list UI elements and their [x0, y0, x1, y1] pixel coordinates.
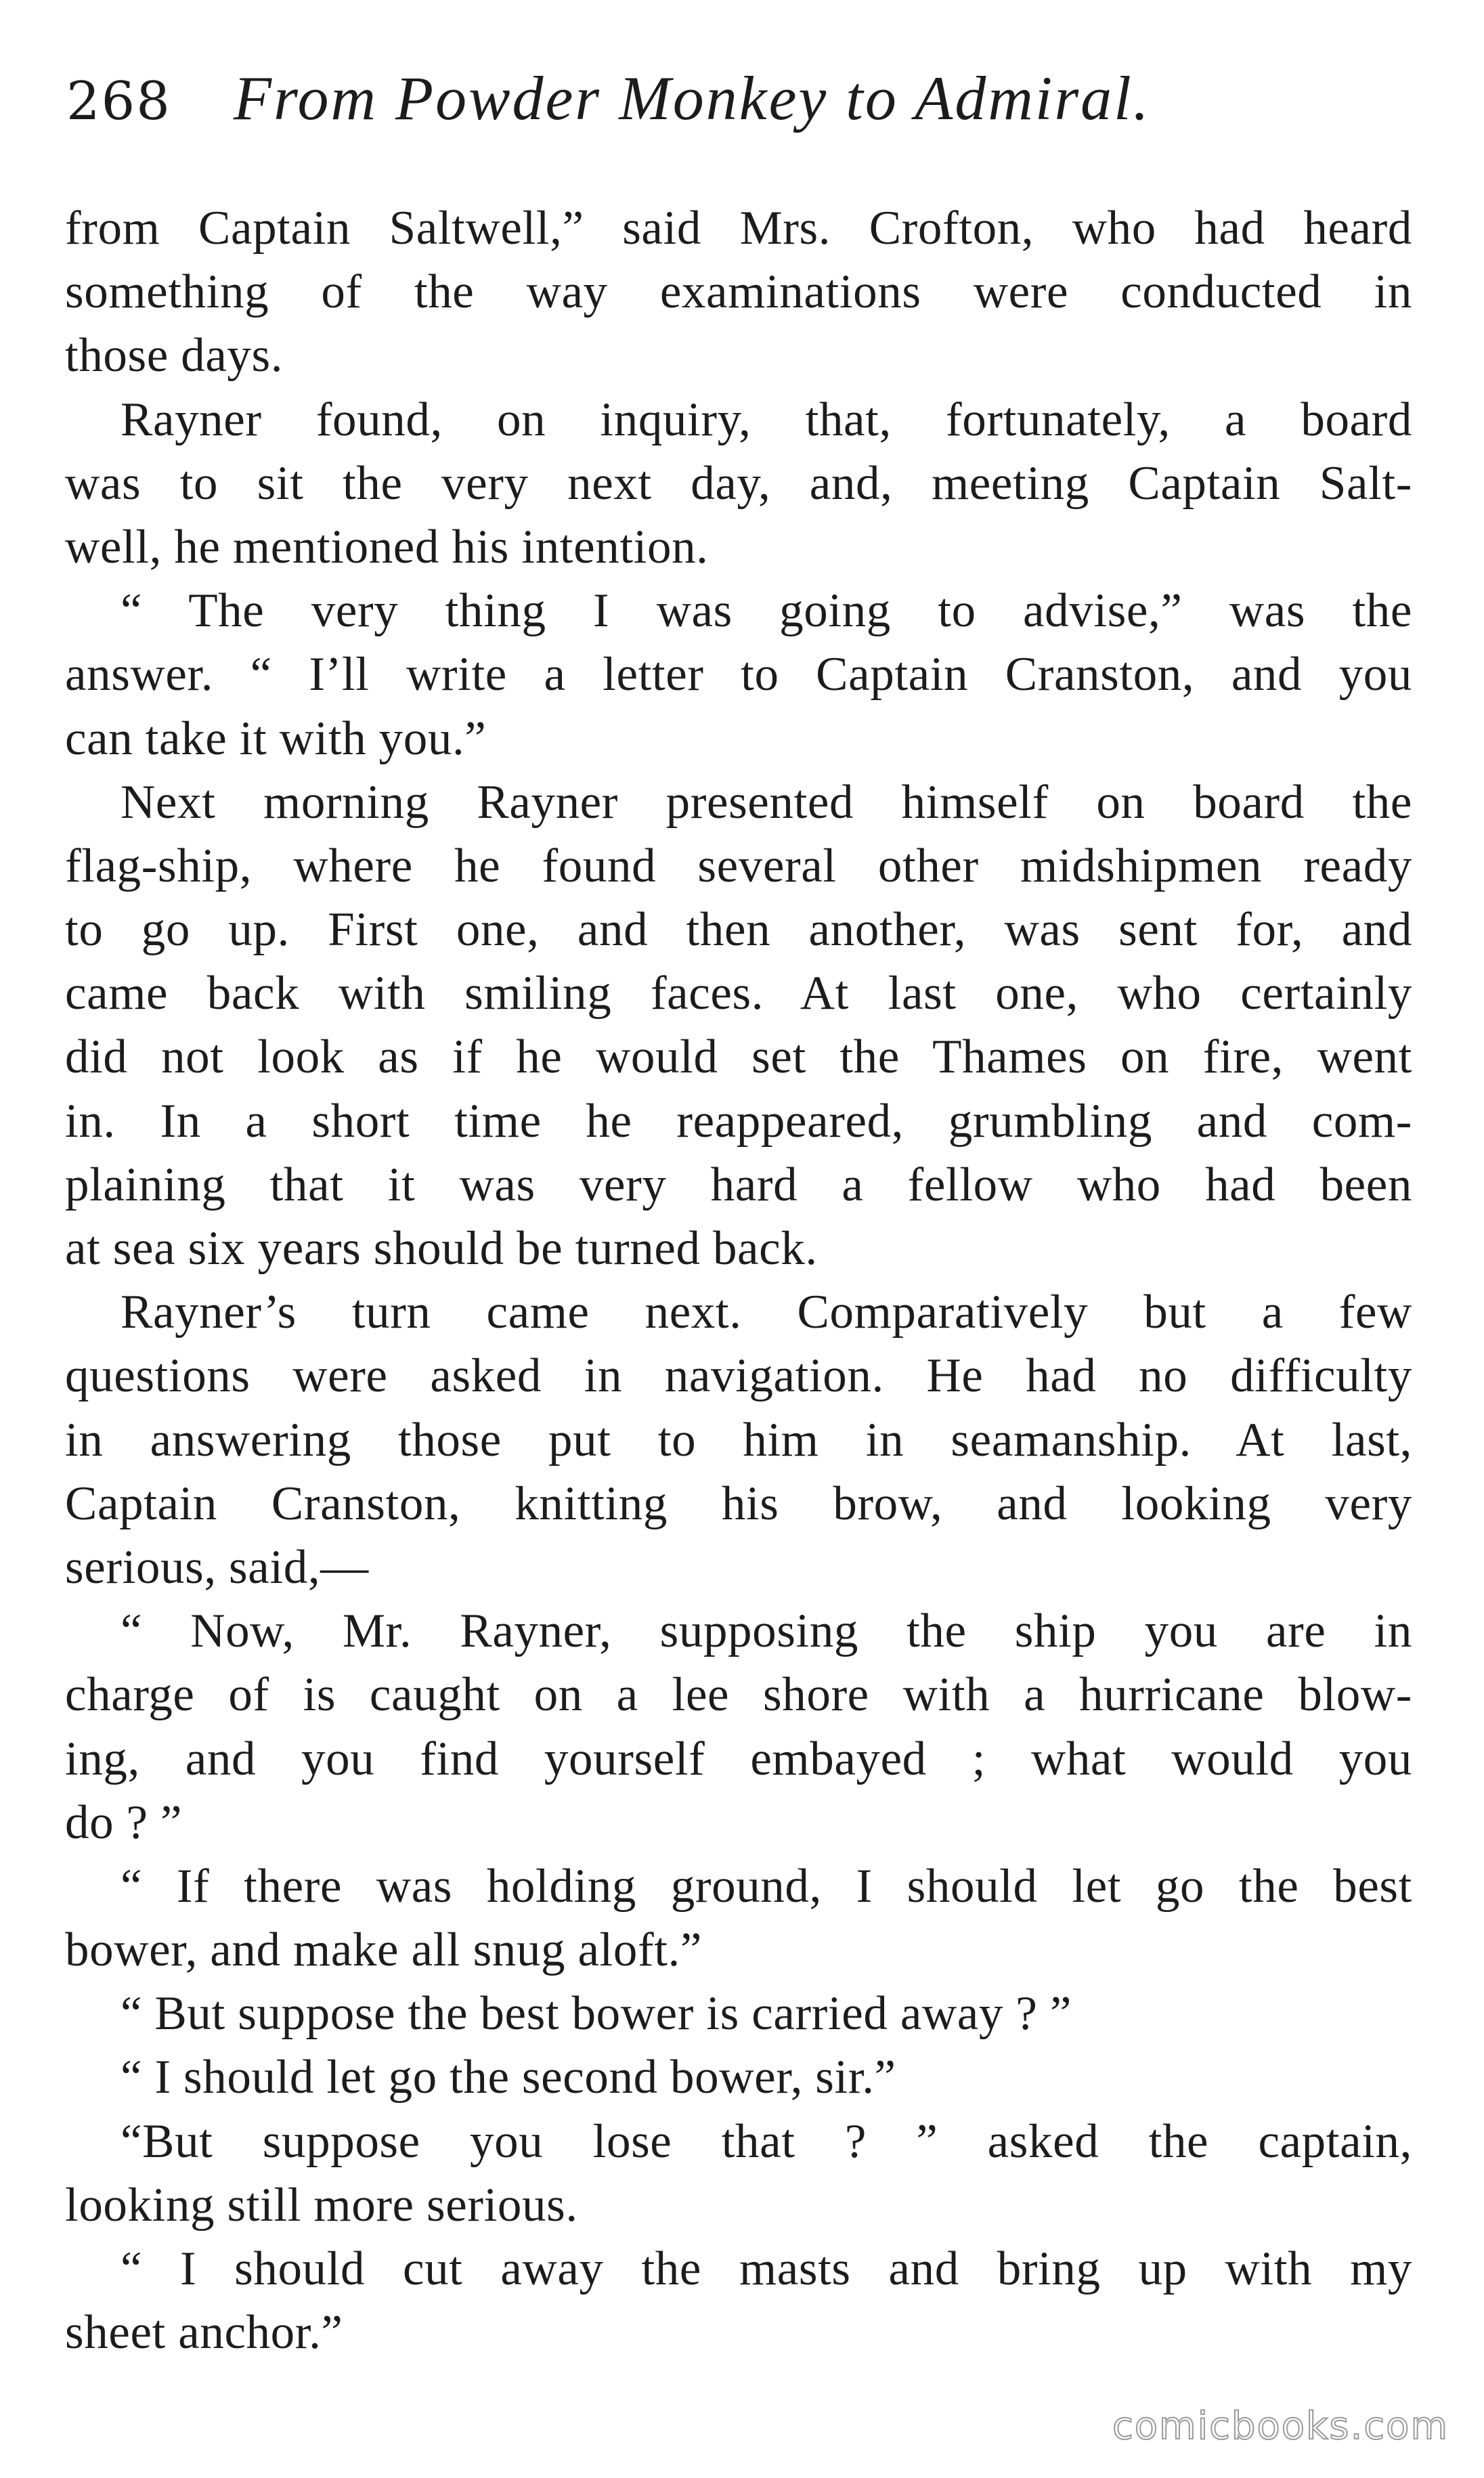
paragraph [65, 2237, 1412, 2364]
paragraph [65, 2110, 1412, 2237]
text-line: can take it with you.” [65, 712, 487, 765]
text-line: Next morning Rayner presented himself on board the [121, 775, 1412, 829]
text-line: “But suppose you lose that ? ” asked the captain, [121, 2114, 1412, 2168]
paragraph [65, 196, 1412, 388]
text-line: came back with smiling faces. At last one, who certainly [65, 967, 1412, 1020]
page-number: 268 [66, 71, 171, 132]
text-line: “ But suppose the best bower is carried away ? ” [121, 1987, 1072, 2041]
text-line: at sea six years should be turned back. [65, 1222, 818, 1275]
text-line: ing, and you find yourself embayed ; what would you [65, 1732, 1412, 1785]
text-line: Captain Cranston, knitting his brow, and looking very [65, 1477, 1412, 1530]
text-line: in. In a short time he reappeared, grumbling and com- [65, 1094, 1412, 1148]
text-line: Rayner’s turn came next. Comparatively but a few [121, 1286, 1412, 1339]
paragraph [65, 388, 1412, 580]
text-line: questions were asked in navigation. He had no difficulty [65, 1349, 1412, 1403]
text-line: Rayner found, on inquiry, that, fortunately, a board [121, 393, 1412, 446]
text-line: sheet anchor.” [65, 2306, 343, 2360]
text-line: answer. “ I’ll write a letter to Captain Cranston, and you [65, 648, 1412, 701]
page-header [66, 62, 1420, 144]
text-line: looking still more serious. [65, 2178, 578, 2232]
text-line: was to sit the very next day, and, meeting Captain Salt- [65, 456, 1412, 510]
paragraph [65, 1280, 1412, 1599]
text-line: in answering those put to him in seamanship. At last, [65, 1413, 1412, 1466]
watermark: comicbooks.com [1112, 2404, 1449, 2448]
text-line: to go up. First one, and then another, was sent for, and [65, 903, 1412, 957]
text-line: “ If there was holding ground, I should let go the best [121, 1859, 1412, 1913]
paragraph [65, 1982, 1412, 2045]
text-line: “ Now, Mr. Rayner, supposing the ship you are in [121, 1605, 1412, 1658]
text-line: “ The very thing I was going to advise,” was the [121, 584, 1412, 638]
paragraph [65, 579, 1412, 770]
text-line: “ I should let go the second bower, sir.” [121, 2051, 896, 2104]
text-line: something of the way examinations were conducted in [65, 265, 1412, 319]
paragraph [65, 2045, 1412, 2109]
text-line: do ? ” [65, 1796, 183, 1849]
text-line: flag-ship, where he found several other midshipmen ready [65, 839, 1412, 892]
paragraph [65, 770, 1412, 1281]
text-line: “ I should cut away the masts and bring up with my [121, 2242, 1412, 2295]
text-line: from Captain Saltwell,” said Mrs. Crofton, who had heard [65, 202, 1412, 255]
text-line: charge of is caught on a lee shore with a hurricane blow- [65, 1668, 1412, 1722]
text-line: bower, and make all snug aloft.” [65, 1923, 703, 1977]
text-line: serious, said,— [65, 1540, 369, 1594]
text-line: plaining that it was very hard a fellow who had been [65, 1158, 1412, 1211]
text-line: those days. [65, 329, 284, 383]
paragraph [65, 1599, 1412, 1854]
paragraph [65, 1854, 1412, 1982]
body-text [65, 196, 1412, 2364]
text-line: well, he mentioned his intention. [65, 520, 709, 573]
text-line: did not look as if he would set the Thames on fire, went [65, 1030, 1412, 1084]
running-title: From Powder Monkey to Admiral. [233, 64, 1151, 133]
